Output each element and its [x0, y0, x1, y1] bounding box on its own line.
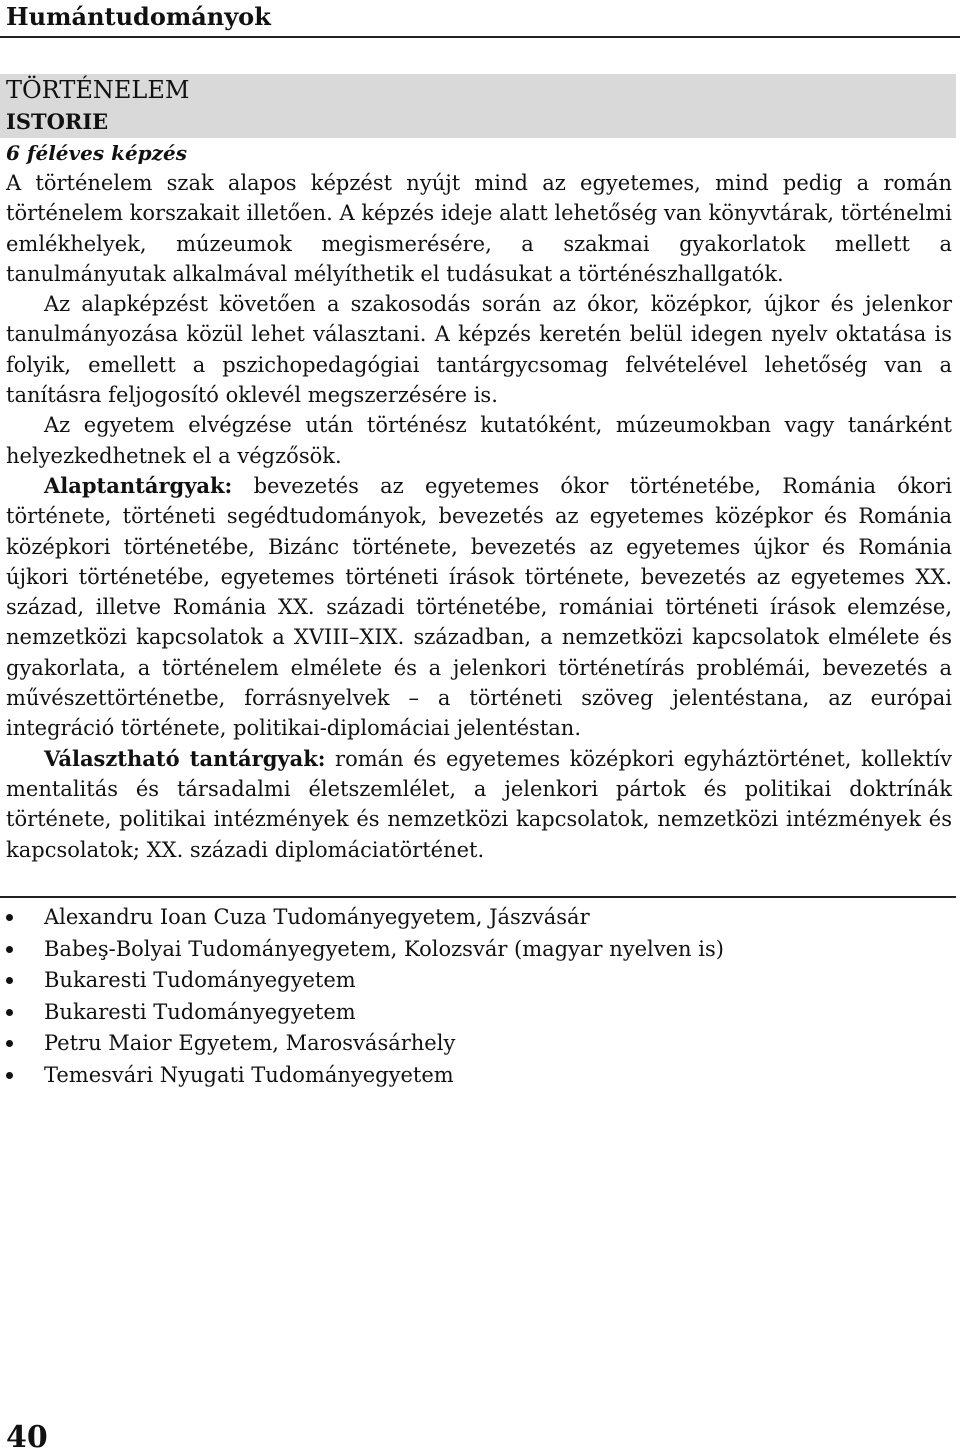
university-name: Bukaresti Tudományegyetem — [44, 999, 356, 1024]
university-name: Temesvári Nyugati Tudományegyetem — [44, 1062, 454, 1087]
program-name-hungarian: TÖRTÉNELEM — [6, 76, 190, 104]
list-item — [0, 965, 724, 997]
list-item — [0, 1060, 724, 1092]
bullet-icon — [6, 977, 13, 984]
page-header — [0, 0, 960, 38]
paragraph-intro: A történelem szak alapos képzést nyújt mind az egyetemes, mind pedig a román történelem korszakait illetően. A képzés ideje alatt lehetőség van könyvtárak, történelmi emlékhelyek, múzeumok megismerésére, a szakmai gyakorlatok mellett a tanulmányutak alkalmával mélyíthetik el tudásukat a történészhallgatók. — [6, 171, 952, 286]
section-title: Humántudományok — [6, 2, 271, 31]
university-name: Petru Maior Egyetem, Marosvásárhely — [44, 1031, 456, 1056]
university-name: Bukaresti Tudományegyetem — [44, 968, 356, 993]
paragraph-specialization: Az alapképzést követően a szakosodás során az ókor, középkor, újkor és jelenkor tanulmányozása közül lehet választani. A képzés keretén belül idegen nyelv oktatása is folyik, emellett a pszichopedagógiai tantárgycsomag felvételével lehetőség van a tanításra feljogosító oklevél megszerzésére is. — [6, 292, 952, 408]
program-description — [6, 74, 952, 865]
paragraph-core-subjects — [6, 471, 952, 744]
section-divider — [0, 896, 956, 898]
list-item — [0, 1028, 724, 1060]
bullet-icon — [6, 1072, 13, 1079]
list-item — [0, 997, 724, 1029]
bullet-icon — [6, 914, 13, 921]
bullet-icon — [6, 1040, 13, 1047]
program-duration: 6 féléves képzés — [6, 141, 188, 165]
program-name-romanian: ISTORIE — [6, 109, 109, 134]
bullet-icon — [6, 1009, 13, 1016]
list-item — [0, 902, 724, 934]
page-number: 40 — [6, 1420, 48, 1455]
elective-subjects-label: Választható tantárgyak: — [44, 745, 326, 771]
university-list — [0, 902, 724, 1092]
paragraph-careers: Az egyetem elvégzése után történész kutatóként, múzeumokban vagy tanárként helyezkedhetnek el a végzősök. — [6, 413, 952, 468]
university-name: Babeş-Bolyai Tudományegyetem, Kolozsvár (magyar nyelven is) — [44, 936, 724, 961]
university-name: Alexandru Ioan Cuza Tudományegyetem, Jászvásár — [44, 905, 590, 929]
elective-subjects-text: román és egyetemes középkori egyháztörténet, kollektív mentalitás és társadalmi életszemlélet, a jelenkori pártok és politikai doktrínák története, politikai intézmények és nemzetközi kapcsolatok, nemzetközi intézmények és kapcsolatok; XX. századi diplomáciatörténet. — [6, 746, 952, 862]
list-item — [0, 934, 724, 966]
core-subjects-text: bevezetés az egyetemes ókor történetébe, Románia ókori története, történeti segédtudományok, bevezetés az egyetemes középkor és Románia középkori történetébe, Bizánc története, bevezetés az egyetemes újkor és Románia újkori történetébe, egyetemes történeti írások története, bevezetés az egyetemes XX. század, illetve Románia XX. századi történetébe, romániai történeti írások elemzése, nemzetközi kapcsolatok a XVIII–XIX. században, a nemzetközi kapcsolatok elmélete és gyakorlata, a történelem elmélete és a jelenkori történetírás problémái, bevezetés a művészettörténetbe, forrásnyelvek – a történeti szöveg jelentéstana, az európai integráció története, politikai-diplomáciai jelentéstan. — [6, 473, 952, 741]
bullet-icon — [6, 946, 13, 953]
paragraph-elective-subjects — [6, 744, 952, 865]
core-subjects-label: Alaptantárgyak: — [44, 472, 233, 498]
